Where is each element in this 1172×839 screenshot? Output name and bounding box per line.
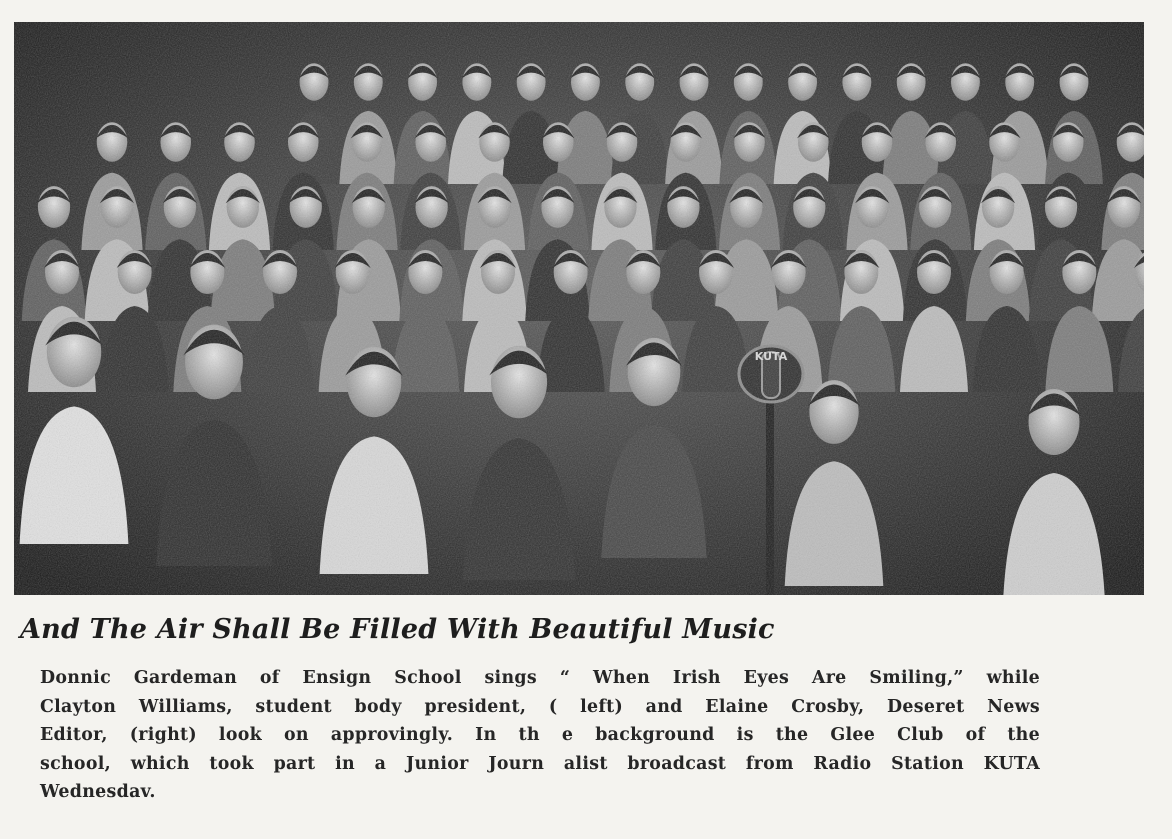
- caption: [40, 664, 1040, 807]
- headline: And The Air Shall Be Filled With Beautiful Music: [20, 614, 775, 645]
- caption-line: Donnic Gardeman of Ensign School sings “ When Irish Eyes Are Smiling,” while: [40, 668, 1040, 688]
- caption-line: Editor, (right) look on approvingly. In th e background is the Glee Club of the: [40, 725, 1040, 745]
- glee-club-photo: [14, 22, 1144, 595]
- caption-line: Clayton Williams, student body president, ( left) and Elaine Crosby, Deseret News: [40, 696, 1040, 717]
- glee-club-photo-illustration: [14, 22, 1144, 595]
- caption-line: Wednesdav.: [40, 782, 156, 802]
- caption-line: school, which took part in a Junior Journ alist broadcast from Radio Station KUTA: [40, 753, 1040, 774]
